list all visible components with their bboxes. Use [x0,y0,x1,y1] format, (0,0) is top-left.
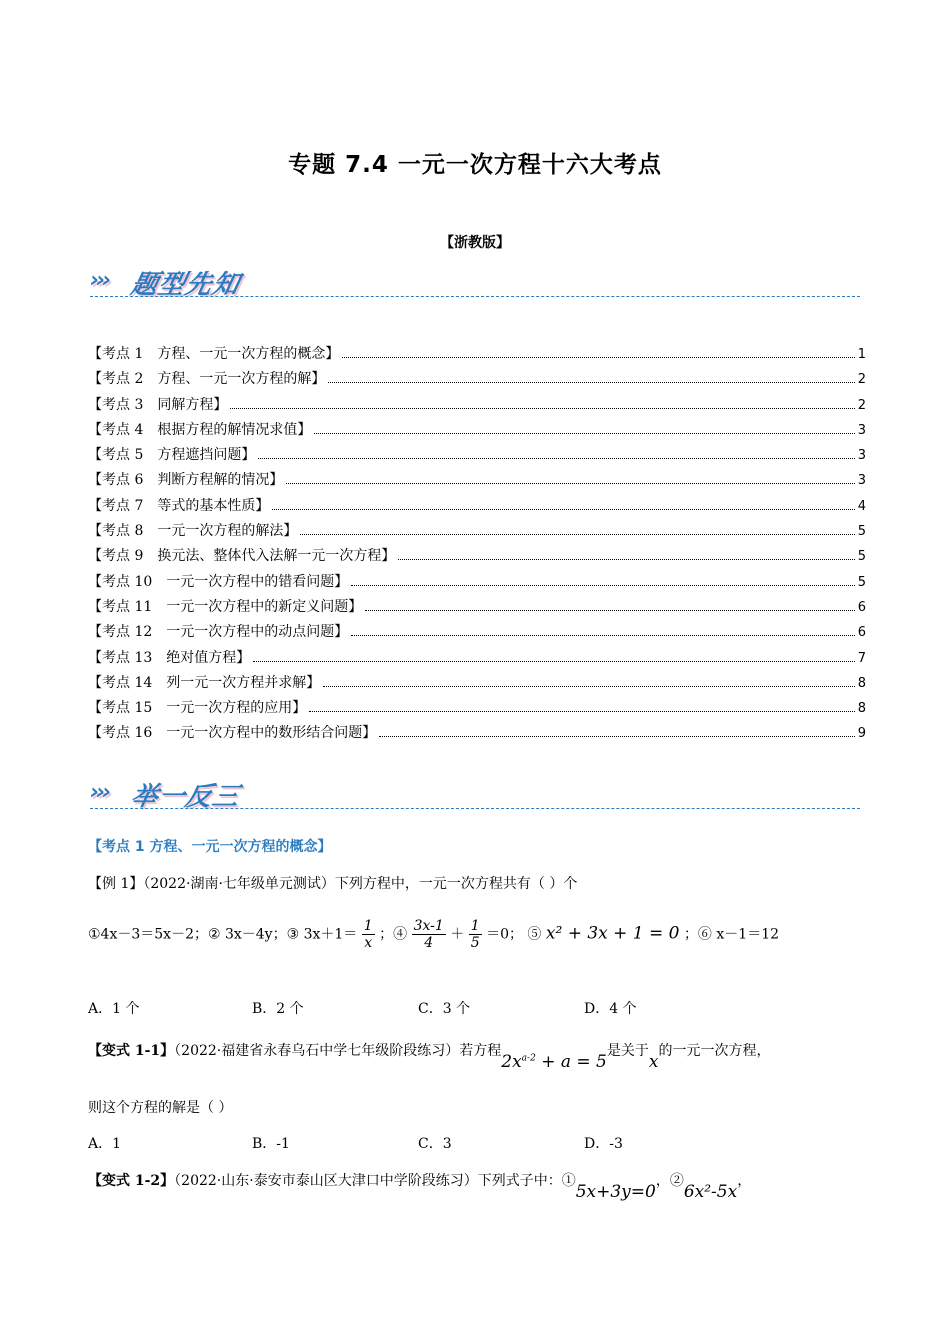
leader-dots [300,534,854,535]
toc-entry[interactable] [88,419,866,444]
toc-entry[interactable] [88,596,866,621]
fraction-1-over-x: $\frac{1}{x}$ [363,918,373,951]
toc-page-number: 9 [857,726,866,742]
toc-prefix: 【考点 15 [88,700,153,717]
example-text: （2022·湖南·七年级单元测试）下列方程中，一元一次方程共有（ ）个 [143,876,578,892]
toc-label: 等式的基本性质】 [157,497,270,514]
equation-4-prefix: ；④ [379,926,408,943]
toc-page-number: 2 [857,372,866,388]
leader-dots [365,610,854,611]
plus-sign: ＋ [450,926,465,943]
page-title: 专题 7.4 一元一次方程十六大考点 [288,152,662,178]
table-of-contents [88,343,866,748]
leader-dots [379,736,854,737]
toc-entry[interactable] [88,394,866,419]
choice-c[interactable]: C．3 [418,1136,452,1152]
toc-label: 方程、一元一次方程的解】 [157,371,326,388]
leader-dots [230,408,854,409]
variant-text-2: 是关于 [606,1043,649,1059]
variant-text-3: 的一元一次方程， [658,1043,771,1059]
toc-prefix: 【考点 5 [88,447,144,464]
variant-1-2-stem [88,1170,752,1202]
separator: ，② [655,1173,684,1189]
example-1-equations [88,918,779,951]
toc-label: 一元一次方程中的新定义问题】 [166,598,363,615]
toc-entry[interactable] [88,571,866,596]
section-banner-overview [90,262,860,302]
leader-dots [351,635,854,636]
toc-label: 方程遮挡问题】 [157,447,256,464]
toc-page-number: 4 [857,498,866,514]
variable-x: x [648,1052,659,1072]
banner-title: 举一反三 [128,782,243,812]
equation-6: ；⑥ x－1＝12 [683,926,780,943]
leader-dots [272,509,854,510]
toc-page-number: 1 [857,347,866,362]
variant-tag: 【变式 1-2】 [88,1173,175,1189]
toc-entry[interactable] [88,697,866,722]
banner-title: 题型先知 [128,270,243,300]
toc-page-number: 2 [857,397,866,413]
example-1-stem [88,873,577,893]
toc-entry[interactable] [88,621,866,646]
equation-5: x² + 3x + 1 = 0 [545,923,680,944]
choice-c[interactable]: C．3 个 [418,1001,471,1017]
toc-label: 方程、一元一次方程的概念】 [157,346,340,362]
leader-dots [286,483,854,484]
toc-entry[interactable] [88,722,866,747]
section-banner-practice [90,774,860,814]
toc-label: 判断方程解的情况】 [157,472,284,489]
toc-page-number: 3 [857,422,866,438]
choice-a[interactable]: A．1 个 [88,1001,140,1017]
leader-dots [351,585,854,586]
leader-dots [328,382,854,383]
toc-page-number: 6 [857,599,866,615]
toc-entry[interactable] [88,647,866,672]
equation-1-3: ①4x－3＝5x－2；② 3x－4y；③ 3x＋1＝ [88,926,358,943]
variant-1-1-stem [88,1040,771,1072]
leader-dots [398,559,854,560]
toc-page-number: 8 [857,701,866,717]
toc-entry[interactable] [88,368,866,393]
variant-equation-1: 5x+3y=0 [575,1182,656,1202]
variant-equation: $2x^{a-2} + a = 5$ [501,1052,607,1072]
toc-page-number: 3 [857,473,866,489]
toc-label: 同解方程】 [157,396,228,413]
toc-page-number: 3 [857,448,866,464]
toc-label: 换元法、整体代入法解一元一次方程】 [157,548,396,565]
toc-label: 根据方程的解情况求值】 [157,421,312,438]
divider [90,296,860,297]
toc-label: 一元一次方程的应用】 [166,700,307,717]
toc-entry[interactable] [88,520,866,545]
toc-entry[interactable] [88,545,866,570]
leader-dots [309,711,854,712]
leader-dots [258,458,854,459]
leader-dots [253,661,854,662]
toc-entry[interactable] [88,469,866,494]
toc-prefix: 【考点 1 [88,346,144,362]
toc-entry[interactable] [88,495,866,520]
leader-dots [342,357,854,358]
toc-prefix: 【考点 14 [88,674,153,691]
choice-d[interactable]: D．4 个 [584,1001,637,1017]
toc-prefix: 【考点 6 [88,472,144,489]
toc-prefix: 【考点 12 [88,624,153,641]
arrows-icon: ››› [90,780,109,805]
toc-entry[interactable] [88,343,866,368]
toc-page-number: 7 [857,650,866,666]
end-comma: ， [737,1173,752,1189]
toc-label: 一元一次方程中的数形结合问题】 [166,725,377,742]
leader-dots [323,686,854,687]
toc-prefix: 【考点 8 [88,523,144,540]
toc-prefix: 【考点 7 [88,497,144,514]
variant-1-1-line2: 则这个方程的解是（ ） [88,1100,233,1116]
toc-label: 绝对值方程】 [166,649,251,666]
equation-4-suffix: ＝0； ⑤ [486,926,542,943]
toc-prefix: 【考点 4 [88,421,144,438]
variant-tag: 【变式 1-1】 [88,1043,175,1059]
edition-label: 【浙教版】 [440,235,510,251]
fraction-1-over-5: $\frac{1}{5}$ [470,918,480,951]
fraction-3x-1-over-4: $\frac{3x-1}{4}$ [413,918,444,951]
toc-prefix: 【考点 9 [88,548,144,565]
leader-dots [314,433,854,434]
choice-b[interactable]: B．2 个 [252,1001,304,1017]
divider [90,808,860,809]
toc-label: 列一元一次方程并求解】 [166,674,321,691]
arrows-icon: ››› [90,268,109,293]
toc-prefix: 【考点 3 [88,396,144,413]
variant-text: （2022·福建省永春乌石中学七年级阶段练习）若方程 [174,1043,502,1059]
toc-page-number: 8 [857,675,866,691]
toc-page-number: 6 [857,625,866,641]
toc-label: 一元一次方程中的错看问题】 [166,573,349,590]
toc-prefix: 【考点 11 [88,598,153,615]
choice-b[interactable]: B．-1 [252,1136,290,1152]
variant-equation-2: 6x²-5x [683,1182,738,1202]
choice-a[interactable]: A．1 [88,1136,122,1152]
toc-page-number: 5 [857,524,866,540]
toc-prefix: 【考点 16 [88,725,153,742]
toc-page-number: 5 [857,574,866,590]
toc-label: 一元一次方程中的动点问题】 [166,624,349,641]
choice-d[interactable]: D．-3 [584,1136,623,1152]
toc-prefix: 【考点 13 [88,649,153,666]
variant-text: （2022·山东·泰安市泰山区大津口中学阶段练习）下列式子中：① [174,1173,576,1189]
section-heading: 【考点 1 方程、一元一次方程的概念】 [88,839,332,855]
toc-prefix: 【考点 2 [88,371,144,388]
toc-entry[interactable] [88,672,866,697]
toc-page-number: 5 [857,549,866,565]
toc-entry[interactable] [88,444,866,469]
example-tag: 【例 1】 [88,876,144,892]
toc-label: 一元一次方程的解法】 [157,523,298,540]
toc-prefix: 【考点 10 [88,573,153,590]
